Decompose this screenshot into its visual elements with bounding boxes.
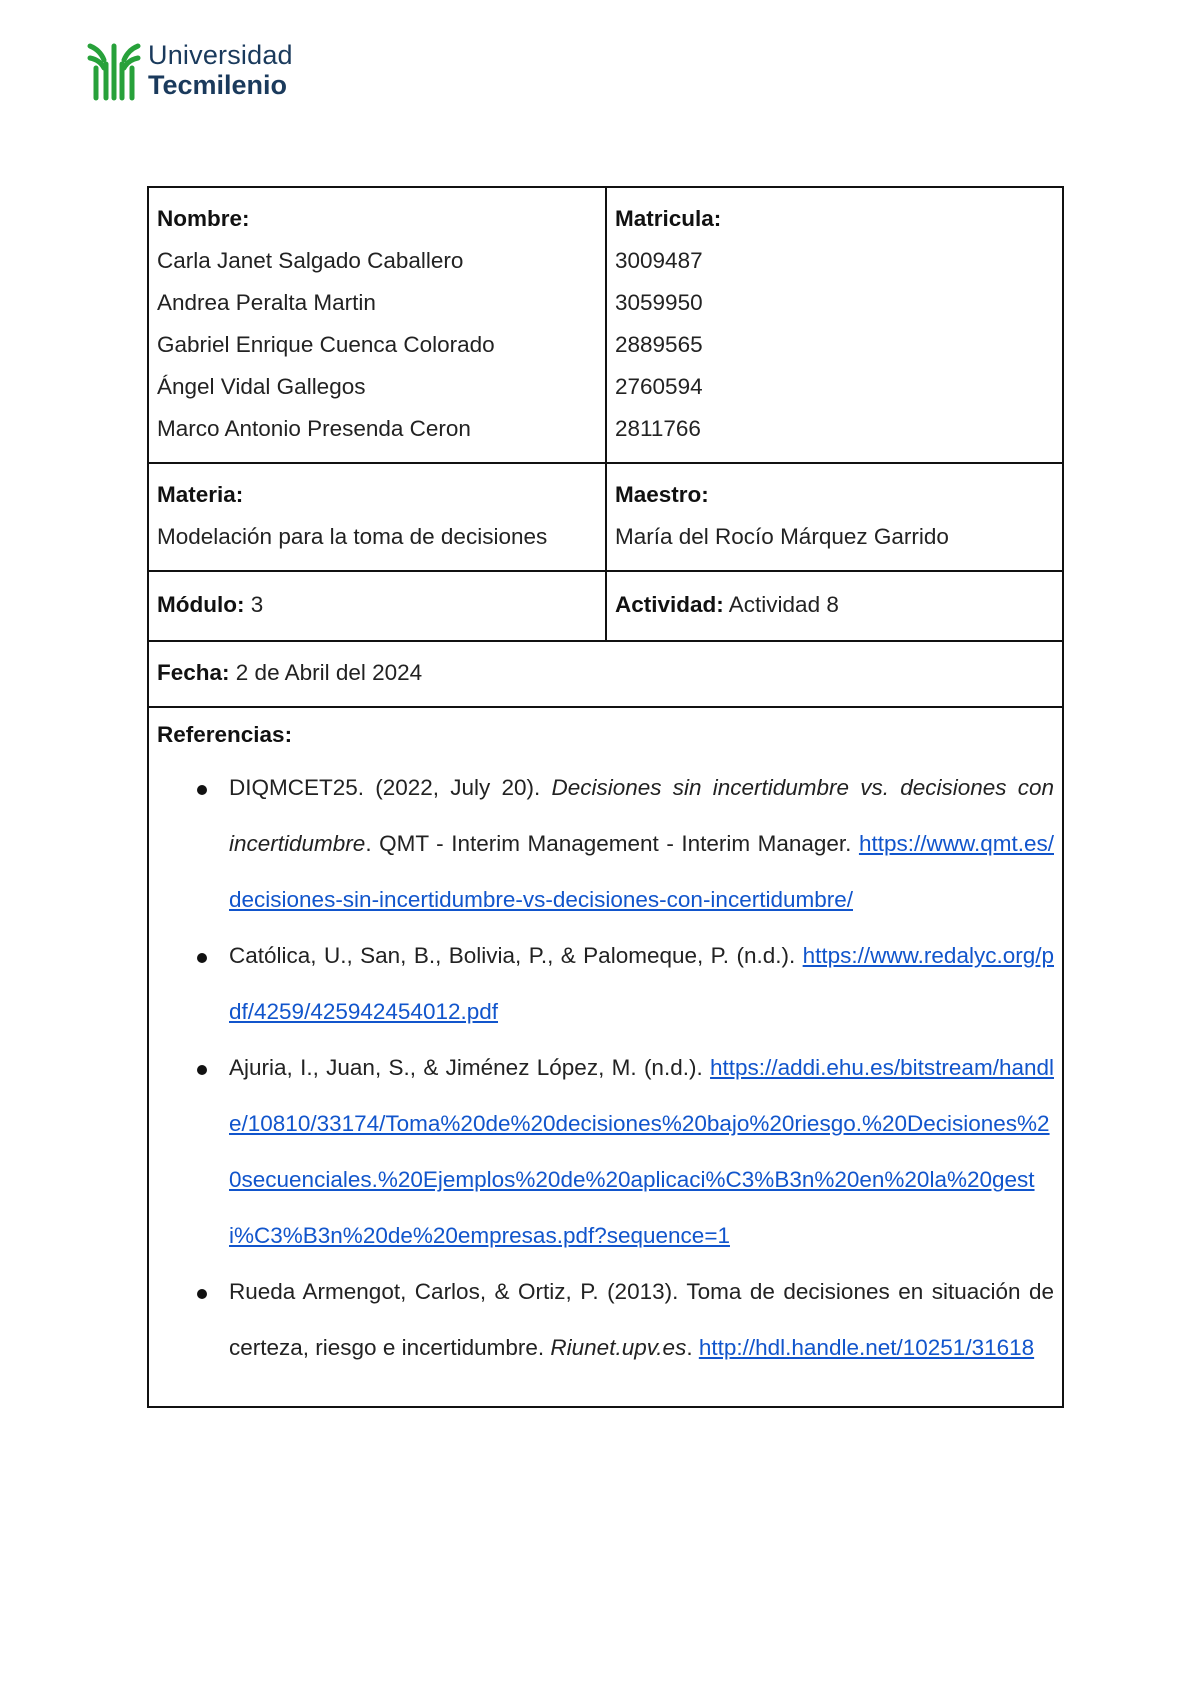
reference-link[interactable]: https://addi.ehu.es/bitstream/handle/10810/33174/Toma%20de%20decisiones%20bajo%20riesgo.%20Decisiones%20secuenciales.%20Ejemplos%20de%20aplicaci%C3%B3n%20en%20la%20gesti%C3%B3n%20de%20empresas.pdf?sequence=1 [229, 1055, 1054, 1248]
fecha-cell [148, 641, 1063, 707]
reference-text: Ajuria, I., Juan, S., & Jiménez López, M. (n.d.). [229, 1055, 711, 1080]
modulo-value: 3 [250, 592, 264, 617]
student-name: Ángel Vidal Gallegos [157, 374, 366, 399]
maestro-value: María del Rocío Márquez Garrido [615, 524, 949, 549]
actividad-label: Actividad: [615, 592, 724, 617]
modulo-label: Módulo: [157, 592, 245, 617]
student-id: 3009487 [615, 248, 703, 273]
nombre-label: Nombre: [157, 206, 250, 231]
materia-value: Modelación para la toma de decisiones [157, 524, 548, 549]
cover-table [147, 186, 1064, 1408]
university-logo [86, 38, 306, 106]
reference-item [157, 760, 1054, 928]
reference-text: . [686, 1335, 699, 1360]
reference-link[interactable]: https://www.redalyc.org/pdf/4259/425942454012.pdf [229, 943, 1054, 1024]
modulo-cell [148, 571, 606, 641]
student-id: 2811766 [615, 416, 701, 441]
maestro-label: Maestro: [615, 482, 709, 507]
student-id: 2760594 [615, 374, 703, 399]
tecmilenio-leaf-icon [86, 40, 142, 102]
reference-title: Riunet.upv.es [550, 1335, 687, 1360]
actividad-value: Actividad 8 [728, 592, 839, 617]
referencias-label: Referencias: [157, 722, 293, 747]
logo-line-universidad: Universidad [148, 40, 293, 70]
references-list [157, 760, 1054, 1394]
reference-text: DIQMCET25. (2022, July 20). [229, 775, 552, 800]
reference-text: Rueda Armengot, Carlos, & Ortiz, P. (2013). Toma de decisiones en situación de certeza, riesgo e incertidumbre. [229, 1279, 1054, 1360]
student-id: 2889565 [615, 332, 703, 357]
reference-text: . QMT - Interim Management - Interim Manager. [365, 831, 859, 856]
matricula-label: Matricula: [615, 206, 722, 231]
materia-label: Materia: [157, 482, 244, 507]
actividad-cell [606, 571, 1063, 641]
student-name: Andrea Peralta Martin [157, 290, 376, 315]
matricula-cell [606, 187, 1063, 463]
fecha-label: Fecha: [157, 660, 230, 685]
materia-cell [148, 463, 606, 571]
reference-title: Decisiones sin incertidumbre vs. decisiones con incertidumbre [229, 775, 1055, 856]
reference-item [157, 1264, 1054, 1376]
referencias-cell [148, 707, 1063, 1407]
student-name: Carla Janet Salgado Caballero [157, 248, 464, 273]
student-id: 3059950 [615, 290, 703, 315]
reference-item [157, 928, 1054, 1040]
fecha-value: 2 de Abril del 2024 [235, 660, 423, 685]
logo-line-tecmilenio: Tecmilenio [148, 70, 288, 100]
reference-item [157, 1040, 1054, 1264]
nombre-cell [148, 187, 606, 463]
reference-link[interactable]: http://hdl.handle.net/10251/31618 [698, 1335, 1035, 1360]
reference-text: Católica, U., San, B., Bolivia, P., & Palomeque, P. (n.d.). [229, 943, 803, 968]
student-name: Gabriel Enrique Cuenca Colorado [157, 332, 495, 357]
student-name: Marco Antonio Presenda Ceron [157, 416, 471, 441]
maestro-cell [606, 463, 1063, 571]
reference-link[interactable]: https://www.qmt.es/decisiones-sin-incertidumbre-vs-decisiones-con-incertidumbre/ [229, 831, 1054, 912]
